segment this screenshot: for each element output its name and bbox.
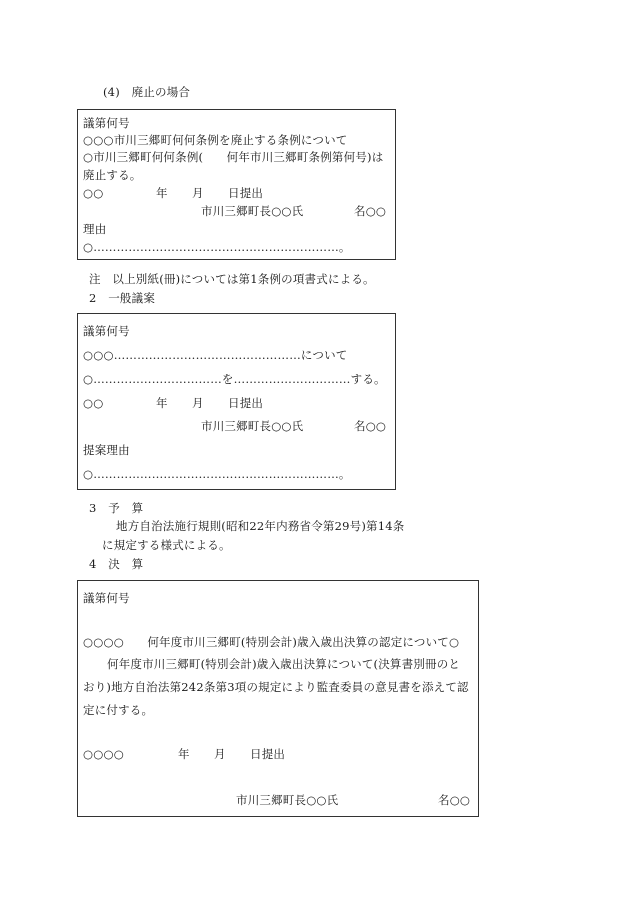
section-heading-general: 2 一般議案 [89,291,156,305]
section-heading-abolition: (4) 廃止の場合 [103,85,191,99]
reason-body: ○………………………………………………………。 [83,467,351,481]
date-year: 年 [178,747,190,761]
section-heading-settlement: 4 決 算 [89,557,144,571]
budget-body-line-1: 地方自治法施行規則(昭和22年内務省令第29号)第14条 [116,519,405,533]
bill-title: ○○○市川三郷町何何条例を廃止する条例について [83,133,348,147]
budget-body-line-2: に規定する様式による。 [102,538,231,552]
reason-label: 理由 [83,222,107,236]
bill-number: 議第何号 [83,116,130,130]
date-month: 月 [192,186,204,200]
bill-body-line-2: おり)地方自治法第242条第3項の規定により監査委員の意見書を添えて認 [83,680,469,694]
date-era: ○○ [83,396,104,410]
date-month: 月 [214,747,226,761]
section-heading-budget: 3 予 算 [89,501,144,515]
date-year: 年 [156,186,168,200]
signer-title: 市川三郷町長○○氏 [201,204,304,218]
date-month: 月 [192,396,204,410]
date-era: ○○○○ [83,747,124,761]
signer-name: 名○○ [354,204,387,218]
bill-title: ○○○○ 何年度市川三郷町(特別会計)歳入歳出決算の認定について○ [83,635,460,649]
abolition-form-box [77,109,396,260]
signer-name: 名○○ [354,419,387,433]
bill-number: 議第何号 [83,324,130,338]
bill-body-line-2: 廃止する。 [83,168,142,182]
date-year: 年 [156,396,168,410]
date-day: 日提出 [250,747,286,761]
date-era: ○○ [83,186,104,200]
signer-title: 市川三郷町長○○氏 [201,419,304,433]
bill-title: ○○○…………………………………………について [83,348,348,362]
date-day: 日提出 [228,186,264,200]
bill-number: 議第何号 [83,591,130,605]
bill-body: ○……………………………を…………………………する。 [83,372,386,386]
bill-body-line-1: ○市川三郷町何何条例( 何年市川三郷町条例第何号)は [83,150,384,164]
bill-body-line-1: 何年度市川三郷町(特別会計)歳入歳出決算について(決算書別冊のと [107,657,461,671]
note: 注 以上別紙(冊)については第1条例の項書式による。 [89,272,375,286]
reason-body: ○………………………………………………………。 [83,240,351,254]
bill-body-line-3: 定に付する。 [83,703,154,717]
reason-label: 提案理由 [83,443,130,457]
settlement-form-box [77,580,479,817]
signer-name: 名○○ [438,793,471,807]
signer-title: 市川三郷町長○○氏 [236,793,339,807]
date-day: 日提出 [228,396,264,410]
